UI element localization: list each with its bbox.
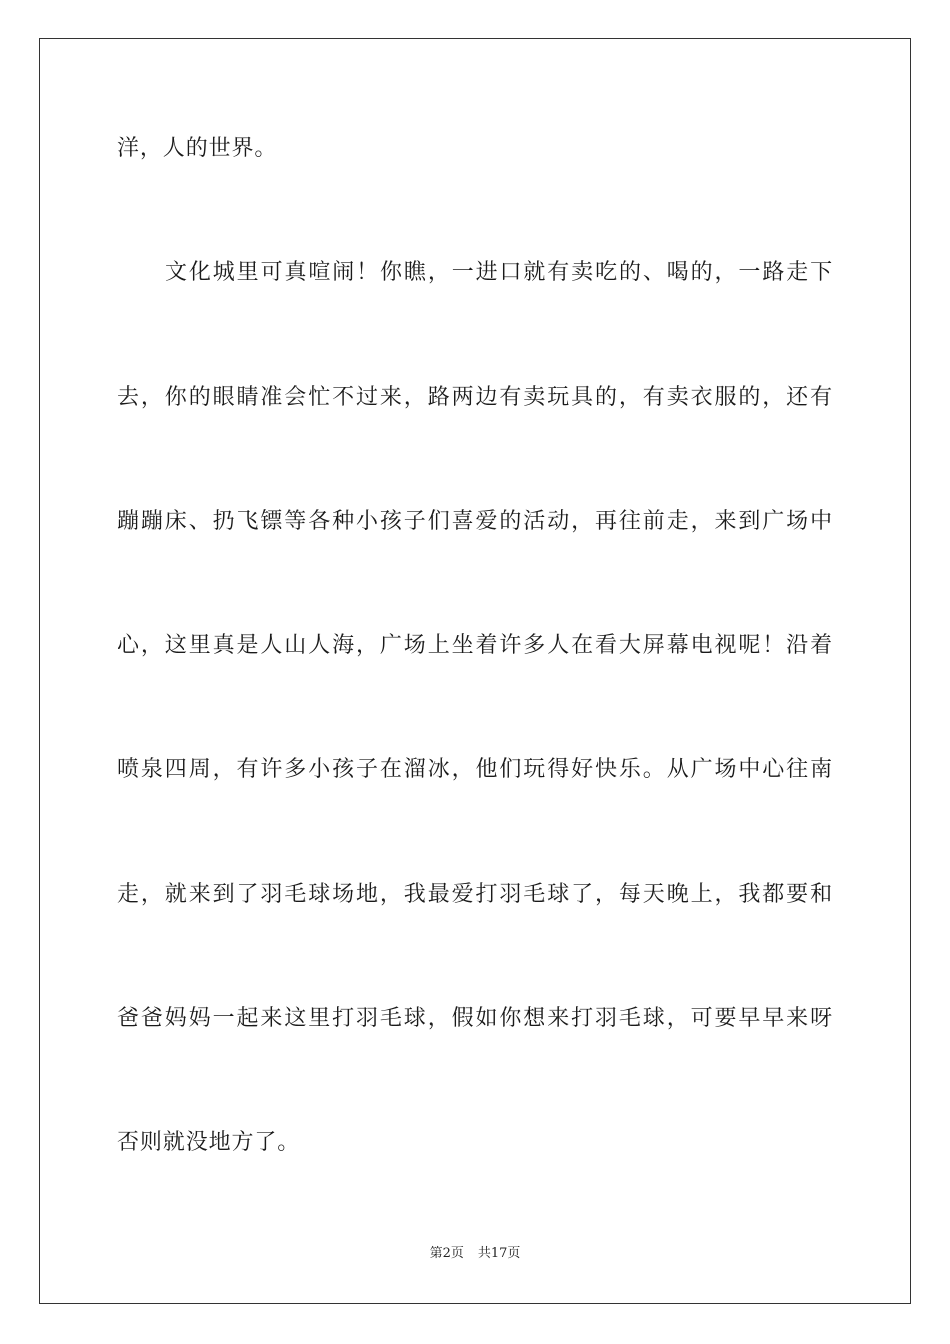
text-line: 喷泉四周，有许多小孩子在溜冰，他们玩得好快乐。从广场中心往南 <box>117 757 833 783</box>
text-line: 蹦蹦床、扔飞镖等各种小孩子们喜爱的活动，再往前走，来到广场中 <box>117 508 833 534</box>
document-body <box>117 112 833 1231</box>
paragraph-first-line: 文化城里可真喧闹！你瞧，一进口就有卖吃的、喝的，一路走下 <box>165 260 833 286</box>
page-number: 第2页 <box>429 1246 464 1261</box>
paragraph-last-line: 否则就没地方了。 <box>117 1130 301 1156</box>
page-footer <box>0 1244 950 1264</box>
text-line: 洋，人的世界。 <box>117 136 278 161</box>
page-total: 共17页 <box>477 1246 521 1261</box>
text-line: 心，这里真是人山人海，广场上坐着许多人在看大屏幕电视呢！沿着 <box>117 633 833 659</box>
text-line: 去，你的眼睛准会忙不过来，路两边有卖玩具的，有卖衣服的，还有 <box>117 384 833 410</box>
text-line: 走，就来到了羽毛球场地，我最爱打羽毛球了，每天晚上，我都要和 <box>117 881 833 907</box>
text-line: 爸爸妈妈一起来这里打羽毛球，假如你想来打羽毛球，可要早早来呀 <box>117 1006 833 1032</box>
